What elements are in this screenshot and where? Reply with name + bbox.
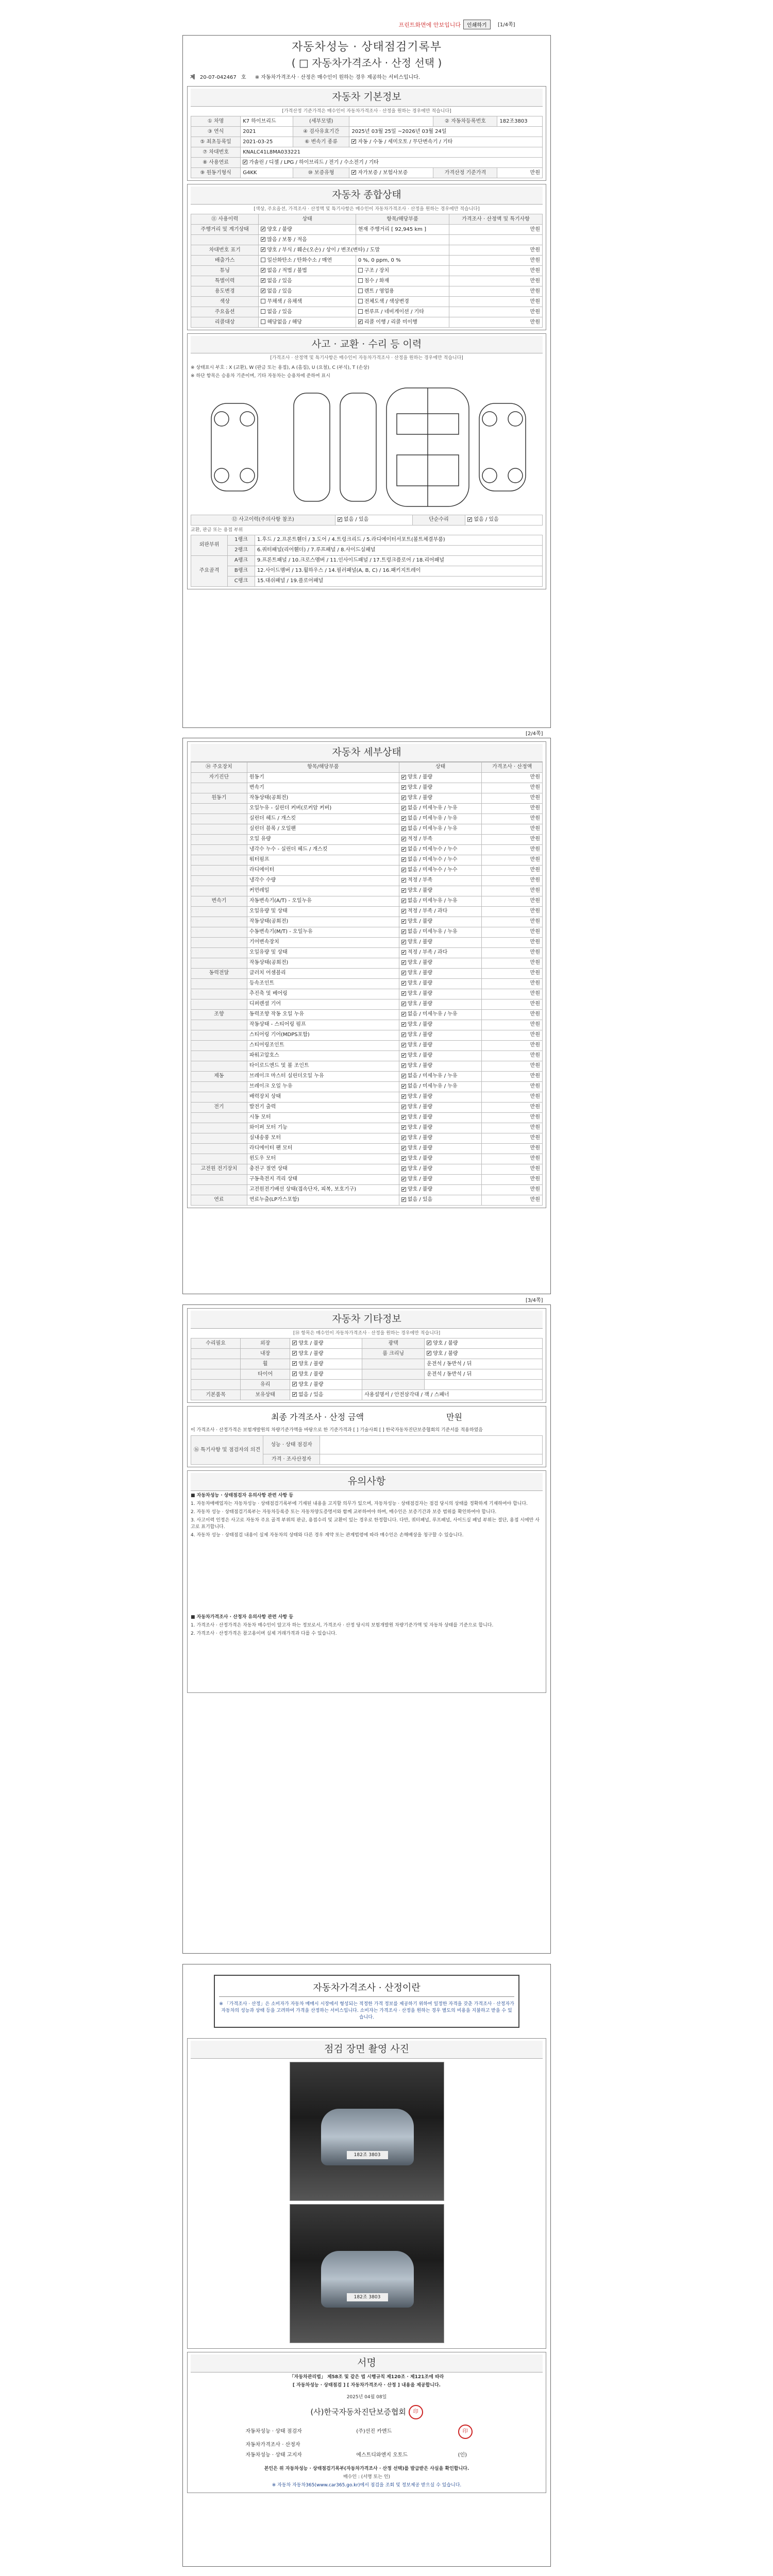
table-row: 라디에이터 팬 모터 ✔ 양호 / 불량 만원: [191, 1143, 543, 1154]
table-row: 오일 유량 ✔ 적정 / 부족 만원: [191, 834, 543, 844]
check-icon[interactable]: [338, 517, 342, 522]
page-3: [182, 1304, 551, 1954]
car-diagram: [191, 383, 543, 512]
check-icon[interactable]: [261, 289, 265, 293]
table-row: 배출가스 일산화탄소 / 탄화수소 / 매연 0 %, 0 ppm, 0 % 만원: [191, 255, 543, 265]
col-state: 상태: [259, 214, 356, 224]
check-icon[interactable]: [401, 940, 406, 944]
final-price-section: [187, 1406, 546, 1468]
check-icon[interactable]: [401, 919, 406, 924]
check-icon[interactable]: [401, 1125, 406, 1130]
check-icon[interactable]: [358, 268, 363, 273]
final-unit: 만원: [446, 1412, 462, 1422]
check-icon[interactable]: [467, 517, 472, 522]
table-row: 특별이력 ✔ 없음 / 있음 침수 / 화재 만원: [191, 276, 543, 286]
table-row: 튜닝 ✔ 없음 / 적법 / 불법 구조 / 장치 만원: [191, 265, 543, 276]
table-row: 차대번호 표기 ✔ 양호 / 부식 / 훼손(오손) / 상이 / 변조(변타) / 도말 만원: [191, 245, 543, 255]
accident-section: [187, 333, 546, 589]
check-icon[interactable]: [401, 1022, 406, 1027]
check-icon[interactable]: [401, 888, 406, 893]
page-indicator-3: [3/4쪽]: [526, 1298, 543, 1303]
basic-info-section: [187, 86, 546, 181]
parts-table: [191, 535, 543, 587]
doc-notice: ※ 자동차가격조사 · 산정은 매수인이 원하는 경우 제공하는 서비스입니다.: [255, 74, 421, 80]
table-row: 파워고압호스 ✔ 양호 / 불량 만원: [191, 1050, 543, 1061]
check-icon[interactable]: [358, 289, 363, 293]
check-icon[interactable]: [401, 868, 406, 872]
label-warranty: ⑩ 보증유형: [293, 167, 349, 178]
check-icon[interactable]: [401, 1115, 406, 1120]
check-icon[interactable]: [401, 847, 406, 852]
check-icon[interactable]: [292, 1361, 297, 1366]
check-icon[interactable]: [401, 1012, 406, 1016]
table-row: 원동기 작동상태(공회전) ✔ 양호 / 불량 만원: [191, 793, 543, 803]
price-box-title: 자동차가격조사 · 산정이란: [219, 1980, 514, 1997]
table-row: 동력전달 클러치 어셈블리 ✔ 양호 / 불량 만원: [191, 968, 543, 978]
table-row: 실내송풍 모터 ✔ 양호 / 불량 만원: [191, 1133, 543, 1143]
label-first-reg: ⑤ 최초등록일: [191, 137, 241, 147]
table-row: 스티어링 기어(MDPS포함) ✔ 양호 / 불량 만원: [191, 1030, 543, 1040]
check-icon[interactable]: [351, 170, 356, 175]
year: 2021: [241, 126, 293, 137]
check-icon[interactable]: [261, 258, 265, 262]
table-row: 와이퍼 모터 기능 ✔ 양호 / 불량 만원: [191, 1123, 543, 1133]
final-table: ⑯ 특기사항 및 점검자의 의견 성능 · 상태 점검자 가격 · 조사산정자: [191, 1435, 543, 1465]
car-name: K7 하이브리드: [241, 116, 293, 126]
check-icon[interactable]: [261, 278, 265, 283]
table-row: 실린더 헤드 / 개스킷 ✔ 없음 / 미세누유 / 누유 만원: [191, 814, 543, 824]
doc-no-label: 제: [190, 74, 195, 80]
table-row: 오일유량 및 상태 ✔ 적정 / 부족 / 과다 만원: [191, 947, 543, 958]
doc-no-suffix: 호: [241, 74, 246, 80]
check-icon[interactable]: [401, 775, 406, 779]
inspection-photo-2: 182조 3803: [290, 2204, 444, 2343]
check-icon[interactable]: [401, 1136, 406, 1140]
check-icon[interactable]: [401, 1094, 406, 1099]
accident-label: ⑫ 사고이력(주의사항 참조): [191, 515, 335, 525]
check-icon[interactable]: [351, 139, 356, 144]
table-row: 2랭크 6.쿼터패널(리어휀더) / 7.루프패널 / 8.사이드실패널: [191, 545, 543, 555]
table-row: 고전원 전기장치 충전구 절연 상태 ✔ 양호 / 불량 만원: [191, 1164, 543, 1174]
table-row: 추진축 및 베어링 ✔ 양호 / 불량 만원: [191, 989, 543, 999]
page-4: [182, 1964, 551, 2567]
table-row: 작동상태(공회전) ✔ 양호 / 불량 만원: [191, 917, 543, 927]
table-row: 주요골격 A랭크 9.프론트패널 / 10.크로스멤버 / 11.인사이드패널 / 17.트렁크플로어 / 18.리어패널: [191, 555, 543, 566]
reg-no: 182조3803: [497, 116, 543, 126]
price-info-box: [214, 1975, 519, 2028]
table-row: 커먼레일 ✔ 양호 / 불량 만원: [191, 886, 543, 896]
table-row: 워터펌프 ✔ 없음 / 미세누수 / 누수 만원: [191, 855, 543, 865]
other-header: 자동차 기타정보: [191, 1311, 543, 1329]
check-icon[interactable]: [261, 237, 265, 242]
check-icon[interactable]: [401, 795, 406, 800]
check-icon[interactable]: [401, 929, 406, 934]
seal-icon: 印: [458, 2425, 473, 2439]
check-icon[interactable]: [358, 309, 363, 314]
table-row: 외판부위 1랭크 1.후드 / 2.프론트휀더 / 3.도어 / 4.트렁크리드 / 5.라디에이터서포트(볼트체결부품): [191, 535, 543, 545]
check-icon[interactable]: [401, 816, 406, 821]
table-row: 제동 브레이크 마스터 실린더오일 누유 ✔ 없음 / 미세누유 / 누유 만원: [191, 1071, 543, 1081]
check-icon[interactable]: [261, 319, 265, 324]
page-2: [182, 738, 551, 1294]
print-bar: [182, 19, 551, 34]
table-row: 배력장치 상태 ✔ 양호 / 불량 만원: [191, 1092, 543, 1102]
doc-number: 20-07-042467: [199, 74, 237, 80]
caution-section: 유의사항 ■ 자동차성능 · 상태점검자 유의사항 관련 사항 등 1. 자동차매매업자는 자동차성능 · 상태점검기록부에 기재된 내용을 고지할 의무가 있으며, 자동차성능 · 상태점검자는 점검 당시의 상태를 정확하게 기재하여야 합니다. 2. 자동차 성능 · 상태점검기록부는 자동차등록증 또는 자동차양도증명서와 함께 교부하여야 하며, 매수인은 보증기간과 보증 범위를 확인하여야 합니다. 3. 사고이력 인정은 사고로 자동차 주요 골격 부위의 판금, 용접수리 및 교환이 있는 경우로 한정합니다. 다만, 쿼터패널, 루프패널, 사이드실 패널 부위는 절단, 용접 시에만 사고로 표기합니다. 4. 자동차 성능 · 상태점검 내용이 실제 자동차의 상태와 다른 경우 계약 또는 관계법령에 따라 매수인은 손해배상을 청구할 수 있습니다. ■ 자동차가격조사 · 산정자 유의사항 관련 사항 등 1. 가격조사 · 산정가격은 자동차 매수인이 알고자 하는 정보로서, 가격조사 · 산정 당시의 보험개발원 차량기준가액 및 자동차 상태를 기준으로 합니다. 2. 가격조사 · 산정가격은 참고용이며 실제 거래가격과 다를 수 있습니다.: [187, 1470, 546, 1693]
check-icon[interactable]: [401, 826, 406, 831]
check-icon[interactable]: [401, 1074, 406, 1078]
table-row: 유리 ✔ 양호 / 불량: [191, 1379, 543, 1389]
table-row: 수리필요 외장 ✔ 양호 / 불량 광택 ✔ 양호 / 불량: [191, 1338, 543, 1348]
check-icon[interactable]: [261, 247, 265, 252]
check-icon[interactable]: [292, 1382, 297, 1386]
first-reg: 2021-03-25: [241, 137, 293, 147]
table-row: 용도변경 ✔ 없음 / 있음 렌트 / 영업용 만원: [191, 286, 543, 296]
inspection-period: 2025년 03월 25일 ~2026년 03월 24일: [349, 126, 543, 137]
accident-header: 사고 · 교환 · 수리 등 이력: [191, 336, 543, 354]
check-icon[interactable]: [401, 1105, 406, 1109]
basic-info-sub: [가격산정 기준가격은 매수인이 자동차가격조사 · 산정을 원하는 경우에만 적습니다]: [282, 108, 451, 114]
car-diagram-svg: [191, 383, 541, 512]
table-row: 오일유량 및 상태 ✔ 적정 / 부족 / 과다 만원: [191, 906, 543, 917]
signature-section: 서명 「자동차관리법」 제58조 및 같은 법 시행규칙 제120조 · 제121조에 따라 [ 자동차성능 · 상태점검 ] [ 자동차가격조사 · 산정 ] 내용을 제공합니다. 2025년 04월 08일 (사)한국자동차진단보증협회 印 자동차성능 · 상태 점검자 (주)선진 카엔드 印 자동차가격조사 · 산정자 자동차성능 · 상태 고지자 에스트디와엔지 오토드 (인) 본인은 위 자동차성능 · 상태점검기록부(자동차가격조사 · 산정 선택)를 발급받은 사실을 확인합니다. 매수인 : (서명 또는 인) ※ 자동차 자동차365(www.car365.go.kr)에서 점검을 조회 및 정보제공 받으실 수 있습니다.: [187, 2352, 546, 2493]
check-icon[interactable]: [243, 160, 247, 164]
table-row: 작동상태(공회전) ✔ 양호 / 불량 만원: [191, 958, 543, 968]
inspection-photo-1: 182조 3803: [290, 2062, 444, 2201]
other-section: [187, 1308, 546, 1403]
check-icon[interactable]: [401, 878, 406, 883]
check-icon[interactable]: [292, 1371, 297, 1376]
check-icon[interactable]: [292, 1392, 297, 1397]
table-row: 리콜대상 해당없음 / 해당 ✔ 리콜 이행 / 리콜 미이행 만원: [191, 317, 543, 327]
table-row: 주요옵션 없음 / 있음 썬루프 / 네비게이션 / 기타 만원: [191, 307, 543, 317]
check-icon[interactable]: [401, 991, 406, 996]
label-model: (세부모델): [293, 116, 349, 126]
table-row: C랭크 15.대쉬패널 / 19.플로어패널: [191, 576, 543, 586]
table-row: 기본품목 보유상태 ✔ 없음 / 있음 사용설명서 / 안전삼각대 / 잭 / 스패너: [191, 1389, 543, 1400]
table-row: 색상 무채색 / 유채색 전체도색 / 색상변경 만원: [191, 296, 543, 307]
other-table: [191, 1338, 543, 1400]
label-base-price: 가격산정 기준가격: [433, 167, 497, 178]
status-sub: [색상, 주요옵션, 가격조사 · 산정액 및 특기사항은 매수인이 자동차가격조사 · 산정을 원하는 경우에만 적습니다]: [254, 206, 480, 212]
base-price-unit: 만원: [497, 167, 543, 178]
table-row: 냉각수 수량 ✔ 적정 / 부족 만원: [191, 875, 543, 886]
page-1: [182, 35, 551, 728]
check-icon[interactable]: [401, 1166, 406, 1171]
table-row: 등속조인트 ✔ 양호 / 불량 만원: [191, 978, 543, 989]
sign-date: 2025년 04월 08일: [346, 2394, 387, 2400]
table-row: 타이어 ✔ 양호 / 불량 운전석 / 동반석 / 뒤: [191, 1369, 543, 1379]
page-indicator: [1/4쪽]: [498, 22, 515, 28]
transmission-options: 자동 / 수동 / 세미오토 / 무단변속기 / 기타: [358, 139, 453, 145]
table-row: 냉각수 누수 - 실린더 헤드 / 개스킷 ✔ 없음 / 미세누수 / 누수 만원: [191, 844, 543, 855]
accident-legend: ※ 상태표시 부호 : X (교환), W (판금 또는 용접), A (흠집), U (요철), C (부식), T (손상): [191, 365, 369, 370]
table-row: 수동변속기(M/T) - 오일누유 ✔ 없음 / 미세누유 / 누유 만원: [191, 927, 543, 937]
parts-header: 교환, 판금 또는 용접 부위: [191, 527, 243, 533]
table-row: B랭크 12.사이드멤버 / 13.휠하우스 / 14.필러패널(A, B, C) / 16.패키지트레이: [191, 566, 543, 576]
table-row: 타이로드엔드 및 볼 조인트 ✔ 양호 / 불량 만원: [191, 1061, 543, 1071]
check-icon[interactable]: [401, 1063, 406, 1068]
check-icon[interactable]: [292, 1351, 297, 1355]
basic-info-header: 자동차 기본정보: [191, 89, 543, 107]
check-icon[interactable]: [401, 1032, 406, 1037]
label-inspection: ④ 검사유효기간: [293, 126, 349, 137]
sign-header: 서명: [191, 2354, 543, 2372]
engine-type: G4KK: [241, 167, 293, 178]
check-icon[interactable]: [401, 971, 406, 975]
check-icon[interactable]: [401, 857, 406, 862]
simple-value: 없음 / 있음: [474, 517, 499, 523]
photo-section: [187, 2038, 546, 2349]
label-reg-no: ② 자동차등록번호: [433, 116, 497, 126]
print-button[interactable]: 인쇄하기: [463, 20, 491, 29]
check-icon[interactable]: [401, 950, 406, 955]
status-table: [191, 214, 543, 328]
col-item: ⑪ 사용이력: [191, 214, 259, 224]
check-icon[interactable]: [358, 299, 363, 303]
accident-legend2: ※ 하단 항목은 승용차 기준이며, 기타 자동차는 승용차에 준하여 표시: [191, 373, 330, 379]
check-icon[interactable]: [358, 278, 363, 283]
status-header: 자동차 종합상태: [191, 187, 543, 205]
check-icon[interactable]: [401, 1177, 406, 1181]
table-row: 작동상태 - 스티어링 펌프 ✔ 양호 / 불량 만원: [191, 1020, 543, 1030]
accident-value: 없음 / 있음: [343, 517, 369, 523]
page-indicator-2: [2/4쪽]: [526, 731, 543, 737]
table-row: 구동축전지 격리 상태 ✔ 양호 / 불량 만원: [191, 1174, 543, 1184]
check-icon[interactable]: [427, 1341, 431, 1345]
table-row: 주행거리 및 계기상태 ✔ 양호 / 불량 현재 주행거리 [ 92,945 km ] 만원: [191, 224, 543, 234]
check-icon[interactable]: [261, 227, 265, 231]
col-price: 가격조사 · 산정액 및 특기사항: [449, 214, 543, 224]
fuel-options: 가솔린 / 디젤 / LPG / 하이브리드 / 전기 / 수소전기 / 기타: [249, 159, 379, 165]
other-sub: [⑭ 항목은 매수인이 자동차가격조사 · 산정을 원하는 경우에만 적습니다]: [293, 1330, 441, 1336]
table-row: 연료 연료누출(LP가스포함) ✔ 없음 / 있음 만원: [191, 1195, 543, 1205]
label-year: ③ 연식: [191, 126, 241, 137]
table-row: 디퍼렌셜 기어 ✔ 양호 / 불량 만원: [191, 999, 543, 1009]
simple-label: 단순수리: [412, 515, 465, 525]
sign-org: (사)한국자동차진단보증협회: [310, 2407, 406, 2417]
table-row: 고전원전기배선 상태(접속단자, 피복, 보호기구) ✔ 양호 / 불량 만원: [191, 1184, 543, 1195]
final-header: 최종 가격조사 · 산정 금액: [271, 1412, 364, 1422]
detail-table: ⑭ 주요장치 항목/해당부품 상태 가격조사 · 산정액 자기진단 원동기 ✔ 양호 / 불량 만원 변속기 ✔ 양호 / 불량 만원 원동기 작동상태(공회전) ✔ 양호 / 불량 만원 오일누유 - 실린더 커버(로커암 커버) ✔ 없음 / 미세누유 / 누유 만원 실린더 헤드 / 개스킷 ✔ 없음 / 미세누유 / 누유 만원 실린더 블록 / 오일팬 ✔ 없음 / 미세누유 / 누유 만원 오일 유량 ✔ 적정 / 부족 만원 냉각수 누수 - 실린더 헤드 / 개스킷 ✔ 없음 / 미세누수 / 누수 만원 워터펌프 ✔ 없음 / 미세누수 / 누수 만원 라디에이터 ✔ 없음 / 미세누수 / 누수 만원 냉각수 수량 ✔ 적정 / 부족 만원 커먼레일 ✔ 양호 / 불량 만원 변속기 자동변속기(A/T) - 오일누유 ✔ 없음 / 미세누유 / 누유 만원 오일유량 및 상태 ✔ 적정 / 부족 / 과다 만원 작동상태(공회전) ✔ 양호 / 불량 만원 수동변속기(M/T) - 오일누유 ✔ 없음 / 미세누유 / 누유 만원 기어변속장치 ✔ 양호 / 불량 만원 오일유량 및 상태 ✔ 적정 / 부족 / 과다 만원 작동상태(공회전) ✔ 양호 / 불량 만원 동력전달 클러치 어셈블리 ✔ 양호 / 불량 만원 등속조인트 ✔ 양호 / 불량 만원 추진축 및 베어링 ✔ 양호 / 불량 만원 디퍼렌셜 기어 ✔ 양호 / 불량 만원 조향 동력조향 작동 오일 누유 ✔ 없음 / 미세누유 / 누유 만원 작동상태 - 스티어링 펌프 ✔ 양호 / 불량 만원 스티어링 기어(MDPS포함) ✔ 양호 / 불량 만원 스티어링조인트 ✔ 양호 / 불량 만원 파워고압호스 ✔ 양호 / 불량 만원 타이로드엔드 및 볼 조인트 ✔ 양호 / 불량 만원 제동 브레이크 마스터 실린더오일 누유 ✔ 없음 / 미세누유 / 누유 만원 브레이크 오일 누유 ✔ 없음 / 미세누유 / 누유 만원 배력장치 상태 ✔ 양호 / 불량 만원 전기 발전기 출력 ✔ 양호 / 불량 만원 시동 모터 ✔ 양호 / 불량 만원 와이퍼 모터 기능 ✔ 양호 / 불량 만원 실내송풍 모터 ✔ 양호 / 불량 만원 라디에이터 팬 모터 ✔ 양호 / 불량 만원 윈도우 모터 ✔ 양호 / 불량 만원 고전원 전기장치 충전구 절연 상태 ✔ 양호 / 불량 만원 구동축전지 격리 상태 ✔ 양호 / 불량 만원 고전원전기배선 상태(접속단자, 피복, 보호기구) ✔ 양호 / 불량 만원 연료 연료누출(LP가스포함) ✔ 없음 / 있음 만원: [191, 762, 543, 1206]
table-row: 휠 ✔ 양호 / 불량 운전석 / 동반석 / 뒤: [191, 1359, 543, 1369]
print-notice: 프린트화면에 안보입니다: [398, 22, 461, 28]
check-icon[interactable]: [358, 319, 363, 324]
label-car-name: ① 차명: [191, 116, 241, 126]
document-title: 자동차성능 · 상태점검기록부: [291, 41, 442, 54]
table-row: 윈도우 모터 ✔ 양호 / 불량 만원: [191, 1154, 543, 1164]
table-row: 조향 동력조향 작동 오일 누유 ✔ 없음 / 미세누유 / 누유 만원: [191, 1009, 543, 1020]
table-row: ✔많음 / 보통 / 적음: [191, 234, 543, 245]
check-icon[interactable]: [261, 309, 265, 314]
check-icon[interactable]: [427, 1351, 431, 1355]
label-fuel: ⑧ 사용연료: [191, 157, 241, 167]
check-icon[interactable]: [401, 1043, 406, 1047]
photo-header: 점검 장면 촬영 사진: [191, 2041, 543, 2059]
check-icon[interactable]: [401, 981, 406, 986]
label-transmission: ⑥ 변속기 종류: [293, 137, 349, 147]
label-vin: ⑦ 차대번호: [191, 147, 241, 157]
check-icon[interactable]: [292, 1341, 297, 1345]
check-icon[interactable]: [401, 1084, 406, 1089]
table-row: 실린더 블록 / 오일팬 ✔ 없음 / 미세누유 / 누유 만원: [191, 824, 543, 834]
check-icon[interactable]: [261, 268, 265, 273]
table-row: 브레이크 오일 누유 ✔ 없음 / 미세누유 / 누유 만원: [191, 1081, 543, 1092]
table-row: 시동 모터 ✔ 양호 / 불량 만원: [191, 1112, 543, 1123]
caution-title-2: ■ 자동차가격조사 · 산정자 유의사항 관련 사항 등: [191, 1615, 294, 1620]
table-row: 변속기 자동변속기(A/T) - 오일누유 ✔ 없음 / 미세누유 / 누유 만원: [191, 896, 543, 906]
table-row: 기어변속장치 ✔ 양호 / 불량 만원: [191, 937, 543, 947]
check-icon[interactable]: [401, 1146, 406, 1150]
signers-table: 자동차성능 · 상태 점검자 (주)선진 카엔드 印 자동차가격조사 · 산정자 자동차성능 · 상태 고지자 에스트디와엔지 오토드 (인): [243, 2424, 490, 2461]
detail-header: 자동차 세부상태: [191, 744, 543, 762]
check-icon[interactable]: [401, 1156, 406, 1161]
check-icon[interactable]: [401, 806, 406, 810]
col-detail: 항목/해당부품: [356, 214, 449, 224]
label-engine: ⑨ 원동기형식: [191, 167, 241, 178]
table-row: 라디에이터 ✔ 없음 / 미세누수 / 누수 만원: [191, 865, 543, 875]
check-icon[interactable]: [401, 899, 406, 903]
basic-info-table: [191, 116, 543, 178]
check-icon[interactable]: [401, 960, 406, 965]
table-row: 전기 발전기 출력 ✔ 양호 / 불량 만원: [191, 1102, 543, 1112]
vin: KNALC41L8MA033221: [241, 147, 543, 157]
check-icon[interactable]: [401, 1187, 406, 1192]
check-icon[interactable]: [401, 837, 406, 841]
check-icon[interactable]: [401, 909, 406, 913]
check-icon[interactable]: [401, 1053, 406, 1058]
document-subtitle: ( □ 자동차가격조사 · 산정 선택 ): [291, 56, 442, 69]
accident-table: [191, 515, 543, 526]
check-icon[interactable]: [261, 299, 265, 303]
document-header: [183, 36, 550, 83]
check-icon[interactable]: [401, 1002, 406, 1006]
table-row: 자기진단 원동기 ✔ 양호 / 불량 만원: [191, 772, 543, 783]
table-row: 스티어링조인트 ✔ 양호 / 불량 만원: [191, 1040, 543, 1050]
seal-icon: 印: [409, 2405, 423, 2419]
check-icon[interactable]: [401, 785, 406, 790]
accident-sub: [가격조사 · 산정액 및 특기사항은 매수인이 자동차가격조사 · 산정을 원하는 경우에만 적습니다]: [270, 355, 463, 361]
caution-title-1: ■ 자동차성능 · 상태점검자 유의사항 관련 사항 등: [191, 1493, 294, 1499]
caution-header: 유의사항: [191, 1473, 543, 1491]
detail-section: [187, 741, 546, 1208]
check-icon[interactable]: [401, 1197, 406, 1202]
status-section: [187, 184, 546, 330]
table-row: 내장 ✔ 양호 / 불량 룸 크리닝 ✔ 양호 / 불량: [191, 1348, 543, 1359]
price-box-text: ※ 「가격조사 · 산정」은 소비자가 자동차 매매시 시장에서 형성되는 적정한 가격 정보를 제공하기 위하여 일정한 자격을 갖춘 가격조사 · 산정자가 자동차의 성능과 상태 등을 고려하여 가격을 산정하는 서비스입니다. 소비자는 가격조사 · 산정을 원하는 경우 별도의 비용을 지불하고 받을 수 있습니다.: [219, 2002, 514, 2021]
table-row: 오일누유 - 실린더 커버(로커암 커버) ✔ 없음 / 미세누유 / 누유 만원: [191, 803, 543, 814]
table-row: 변속기 ✔ 양호 / 불량 만원: [191, 783, 543, 793]
warranty-options: 자가보증 / 보험사보증: [358, 170, 408, 176]
final-note: 이 가격조사 · 산정가격은 보험개발원의 차량기준가액을 바탕으로 한 기준가격과 [ ] 기술사회 [ ] 한국자동차진단보증협회의 기준서를 적용하였음: [191, 1428, 483, 1433]
